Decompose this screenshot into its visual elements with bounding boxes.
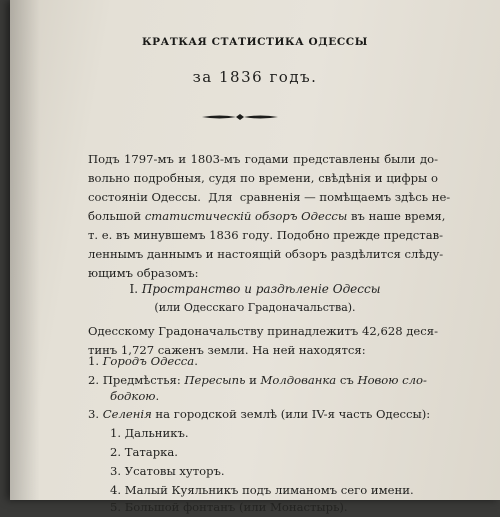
list-item: 2. Предмѣстья: Пересыпь и Молдованка съ Новою сло- <box>88 373 427 387</box>
intro-paragraph <box>88 150 451 283</box>
ornament-divider <box>200 112 280 122</box>
list-item: 3. Усатовы хуторъ. <box>110 464 225 478</box>
intro-line: т. е. въ минувшемъ 1836 году. Подобно прежде представ- <box>88 228 444 242</box>
page-heading: КРАТКАЯ СТАТИСТИКА ОДЕССЫ <box>142 36 368 48</box>
body-line: тинъ 1,727 саженъ земли. На ней находятся: <box>88 343 366 357</box>
list-item: 2. Татарка. <box>110 445 178 459</box>
intro-line: ющимъ образомъ: <box>88 266 199 280</box>
intro-line: большой статистическій обзоръ Одессы въ наше время, <box>88 209 446 223</box>
intro-line: вольно подробныя, судя по времени, свѣдѣнія и цифры о <box>88 171 438 185</box>
intro-line: Подъ 1797-мъ и 1803-мъ годами представлены были до- <box>88 152 438 166</box>
list-item: 1. Городъ Одесса. <box>88 354 198 368</box>
intro-line: леннымъ даннымъ и настоящій обзоръ раздѣлится слѣду- <box>88 247 444 261</box>
list-item: бодкою. <box>110 389 160 403</box>
book-page <box>10 0 500 514</box>
section-subtitle: (или Одесскаго Градоначальства). <box>154 301 356 314</box>
body-line: Одесскому Градоначальству принадлежитъ 42,628 деся- <box>88 324 438 338</box>
intro-line: состояніи Одессы. Для сравненія — помѣщаемъ здѣсь не- <box>88 190 451 204</box>
page-subheading-year: за 1836 годъ. <box>192 68 318 86</box>
list-item: 4. Малый Куяльникъ подъ лиманомъ сего имени. <box>110 483 414 497</box>
list-item: 5. Большой фонтанъ (или Монастырь). <box>110 500 348 514</box>
list-item: 1. Дальникъ. <box>110 426 189 440</box>
section-title: I. Пространство и раздѣленіе Одессы <box>129 282 381 296</box>
list-item: 3. Селенія на городской землѣ (или IV-я часть Одессы): <box>88 407 431 421</box>
